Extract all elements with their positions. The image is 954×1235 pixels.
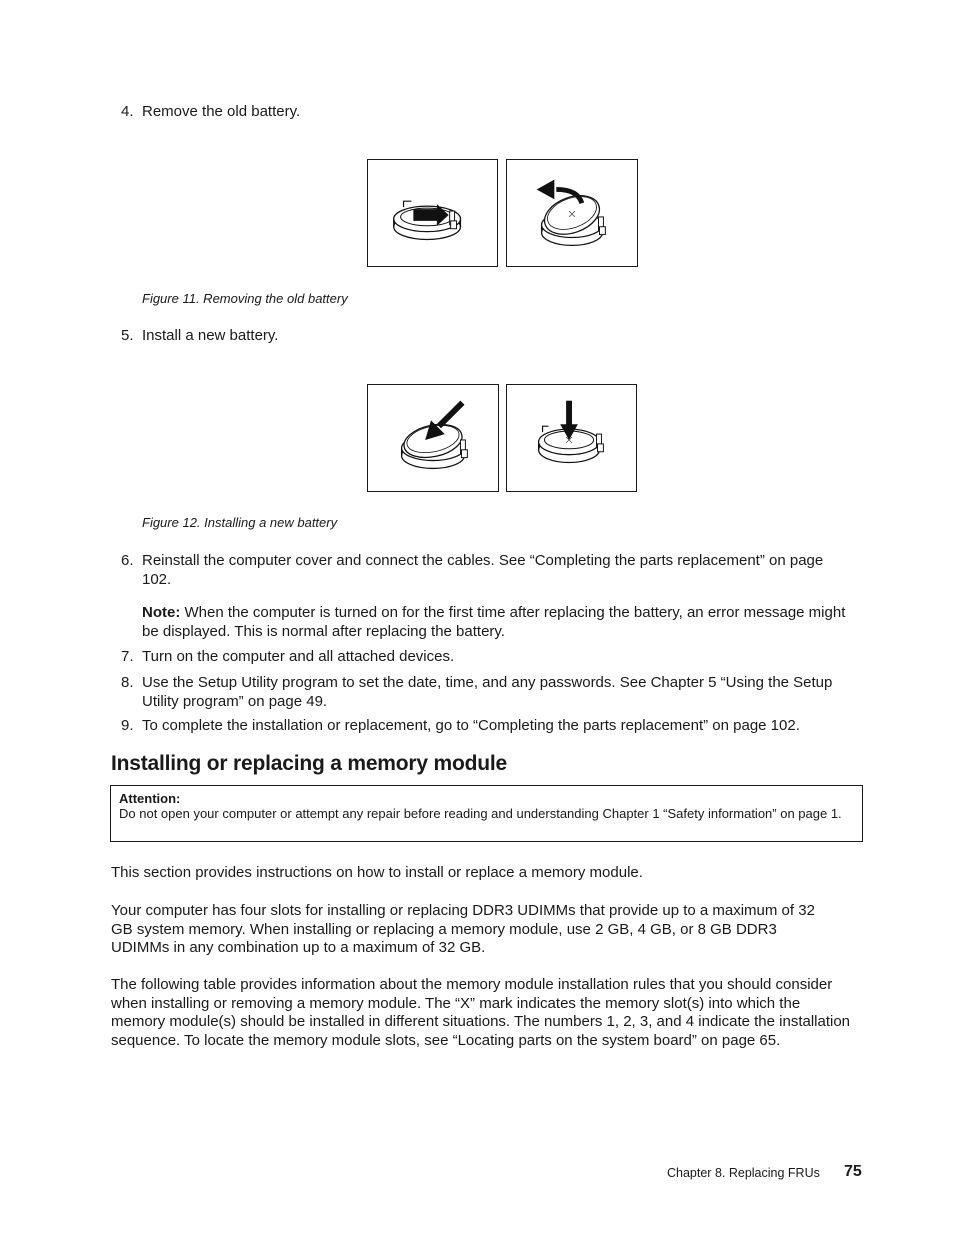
attention-title: Attention: (119, 791, 181, 806)
step-4-number: 4. (121, 103, 134, 120)
paragraph-slots: Your computer has four slots for installing or replacing DDR3 UDIMMs that provide up to a maximum of 32 GB system memory. When installing or replacing a memory module, use 2 GB, 4 GB, or 8 GB DDR3 UDIMMs in any combination up to a maximum of 32 GB. (111, 902, 815, 956)
section-heading: Installing or replacing a memory module (111, 752, 507, 775)
step-7-number: 7. (121, 648, 134, 665)
battery-insert-angle-icon (367, 384, 499, 492)
figure-12-caption: Figure 12. Installing a new battery (142, 515, 338, 530)
battery-press-down-icon (506, 384, 637, 492)
step-6-number: 6. (121, 552, 134, 569)
paragraph-rules: The following table provides information about the memory module installation rules that you should consider when installing or removing a memory module. The “X” mark indicates the memory slot(s) into which the memory module(s) should be installed in different situations. The numbers 1, 2, 3, and 4 indicate the installation sequence. To locate the memory module slots, see “Locating parts on the system board” on page 65. (111, 976, 851, 1049)
step-5-number: 5. (121, 327, 134, 344)
step-8-text: Use the Setup Utility program to set the date, time, and any passwords. See Chapter 5 “Using the Setup Utility program” on page 49. (142, 674, 833, 710)
note-text: When the computer is turned on for the first time after replacing the battery, an error message might be displayed. This is normal after replacing the battery. (142, 604, 846, 640)
paragraph-intro: This section provides instructions on how to install or replace a memory module. (111, 864, 643, 881)
battery-slide-out-icon (367, 159, 498, 267)
footer-chapter: Chapter 8. Replacing FRUs (667, 1166, 820, 1180)
attention-text: Do not open your computer or attempt any repair before reading and understanding Chapter 1 “Safety information” on page 1. (119, 806, 842, 821)
figure-11-caption: Figure 11. Removing the old battery (142, 291, 348, 306)
page-number: 75 (844, 1163, 862, 1180)
step-4-text: Remove the old battery. (142, 103, 301, 120)
step-9-number: 9. (121, 717, 134, 734)
step-6-text: Reinstall the computer cover and connect the cables. See “Completing the parts replacement” on page 102. (142, 552, 824, 588)
attention-box (110, 785, 863, 842)
battery-lift-out-icon (506, 159, 638, 267)
step-8-number: 8. (121, 674, 134, 691)
step-5-text: Install a new battery. (142, 327, 279, 344)
note-label: Note: (142, 604, 181, 621)
step-9-text: To complete the installation or replacement, go to “Completing the parts replacement” on page 102. (142, 717, 800, 734)
step-7-text: Turn on the computer and all attached devices. (142, 648, 455, 665)
note (142, 604, 854, 641)
